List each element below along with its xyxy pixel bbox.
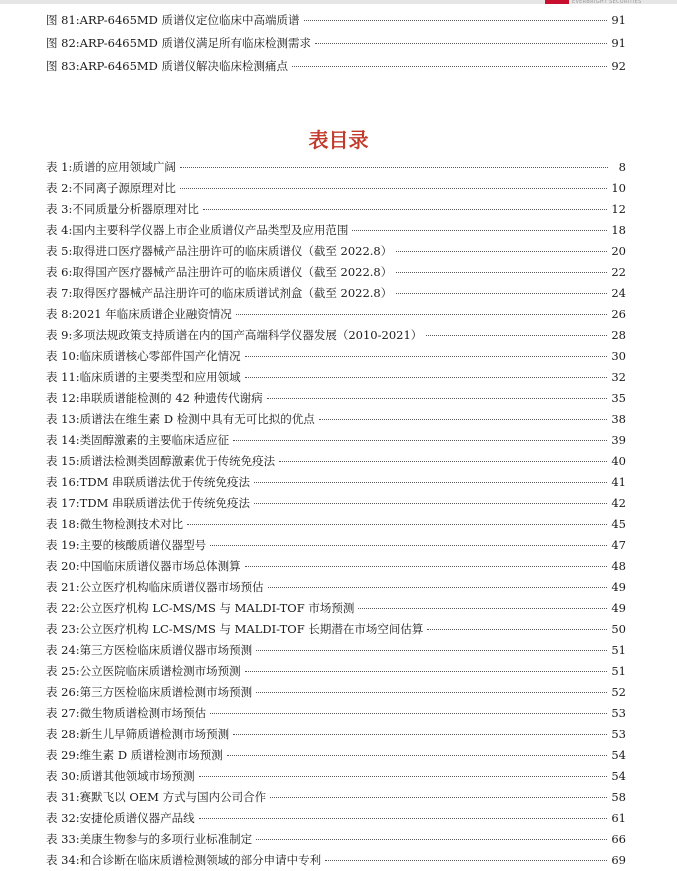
table-entry-label: 表 16: <box>46 475 80 489</box>
table-entry[interactable] <box>46 535 626 556</box>
table-entry-title[interactable]: 临床质谱核心零部件国产化情况 <box>79 349 241 363</box>
table-entry-page-number[interactable]: 51 <box>611 643 626 657</box>
table-entry-page-number[interactable]: 18 <box>611 223 626 237</box>
table-entry[interactable] <box>46 493 626 514</box>
table-entry-title[interactable]: 2021 年临床质谱企业融资情况 <box>72 307 232 321</box>
figure-entry-label: 图 82: <box>46 36 80 50</box>
figure-entry[interactable] <box>46 32 626 55</box>
table-entry-title[interactable]: 公立医疗机构临床质谱仪器市场预估 <box>79 580 264 594</box>
dot-leader <box>270 797 607 798</box>
dot-leader <box>245 377 608 378</box>
dot-leader <box>279 461 607 462</box>
dot-leader <box>199 818 608 819</box>
table-entry-label: 表 28: <box>46 727 80 741</box>
table-entry[interactable] <box>46 241 626 262</box>
table-entry-page-number[interactable]: 40 <box>611 454 626 468</box>
figure-entry-label: 图 81: <box>46 13 80 27</box>
table-entry-label: 表 4: <box>46 223 73 237</box>
table-entry-label: 表 18: <box>46 517 80 531</box>
table-entry-page-number[interactable]: 24 <box>611 286 626 300</box>
table-entry-title[interactable]: 串联质谱能检测的 42 种遗传代谢病 <box>79 391 263 405</box>
table-entry[interactable] <box>46 325 626 346</box>
table-entry-label: 表 17: <box>46 496 80 510</box>
table-entry-page-number[interactable]: 61 <box>611 811 626 825</box>
dot-leader <box>256 692 607 693</box>
figure-list <box>46 9 626 78</box>
table-entry[interactable] <box>46 430 626 451</box>
table-entry-title[interactable]: 质谱法在维生素 D 检测中具有无可比拟的优点 <box>79 412 315 426</box>
table-entry-title[interactable]: 公立医疗机构 LC-MS/MS 与 MALDI-TOF 市场预测 <box>79 601 355 615</box>
table-entry-page-number[interactable]: 30 <box>611 349 626 363</box>
table-entry-page-number[interactable]: 41 <box>611 475 626 489</box>
table-entry-title[interactable]: 主要的核酸质谱仪器型号 <box>79 538 207 552</box>
table-entry-page-number[interactable]: 26 <box>611 307 626 321</box>
table-entry-title[interactable]: 安捷伦质谱仪器产品线 <box>79 811 195 825</box>
table-entry-label: 表 22: <box>46 601 80 615</box>
table-entry[interactable] <box>46 346 626 367</box>
table-entry-title[interactable]: 多项法规政策支持质谱在内的国产高端科学仪器发展（2010-2021） <box>72 328 423 342</box>
table-entry-label: 表 10: <box>46 349 80 363</box>
table-entry-label: 表 7: <box>46 286 73 300</box>
table-entry[interactable] <box>46 472 626 493</box>
figure-entry[interactable] <box>46 55 626 78</box>
table-entry-label: 表 21: <box>46 580 80 594</box>
dot-leader <box>199 776 608 777</box>
table-entry-page-number[interactable]: 53 <box>611 706 626 720</box>
table-entry-label: 表 32: <box>46 811 80 825</box>
dot-leader <box>245 671 608 672</box>
table-entry-title[interactable]: 不同离子源原理对比 <box>72 181 176 195</box>
dot-leader <box>187 524 607 525</box>
figure-entry-page-number[interactable]: 92 <box>611 59 626 73</box>
table-entry-title[interactable]: 取得医疗器械产品注册许可的临床质谱试剂盒（截至 2022.8） <box>72 286 393 300</box>
figure-entry-title[interactable]: ARP-6465MD 质谱仪解决临床检测痛点 <box>79 59 289 73</box>
table-entry-page-number[interactable]: 45 <box>611 517 626 531</box>
table-entry-title[interactable]: 和合诊断在临床质谱检测领域的部分申请中专利 <box>79 853 322 867</box>
table-entry-title[interactable]: 临床质谱的主要类型和应用领域 <box>79 370 241 384</box>
dot-leader <box>325 860 607 861</box>
table-entry-title[interactable]: 公立医疗机构 LC-MS/MS 与 MALDI-TOF 长期潜在市场空间估算 <box>79 622 424 636</box>
table-entry-page-number[interactable]: 22 <box>611 265 626 279</box>
table-entry[interactable] <box>46 220 626 241</box>
dot-leader <box>358 608 607 609</box>
table-entry-title[interactable]: 质谱法检测类固醇激素优于传统免疫法 <box>79 454 276 468</box>
brand-text: EVERBRIGHT SECURITIES <box>572 0 642 5</box>
table-entry-label: 表 8: <box>46 307 73 321</box>
table-entry-label: 表 11: <box>46 370 80 384</box>
table-entry[interactable] <box>46 703 626 724</box>
dot-leader <box>254 503 607 504</box>
table-entry-label: 表 29: <box>46 748 80 762</box>
table-entry-label: 表 13: <box>46 412 80 426</box>
table-entry-page-number[interactable]: 32 <box>611 370 626 384</box>
table-entry-page-number[interactable]: 47 <box>611 538 626 552</box>
table-entry[interactable] <box>46 388 626 409</box>
table-entry-title[interactable]: 取得进口医疗器械产品注册许可的临床质谱仪（截至 2022.8） <box>72 244 393 258</box>
dot-leader <box>256 650 607 651</box>
table-entry-title[interactable]: 质谱其他领域市场预测 <box>79 769 195 783</box>
dot-leader <box>315 43 607 44</box>
table-entry-title[interactable]: 取得国产医疗器械产品注册许可的临床质谱仪（截至 2022.8） <box>72 265 393 279</box>
table-entry-page-number[interactable]: 49 <box>611 601 626 615</box>
table-entry-page-number[interactable]: 53 <box>611 727 626 741</box>
table-entry-page-number[interactable]: 66 <box>611 832 626 846</box>
dot-leader <box>236 314 608 315</box>
table-entry-label: 表 5: <box>46 244 73 258</box>
dot-leader <box>203 209 608 210</box>
table-entry[interactable] <box>46 640 626 661</box>
table-entry[interactable] <box>46 283 626 304</box>
dot-leader <box>396 293 607 294</box>
table-entry-page-number[interactable]: 52 <box>611 685 626 699</box>
figure-entry-title[interactable]: ARP-6465MD 质谱仪定位临床中高端质谱 <box>79 13 300 27</box>
table-entry-title[interactable]: 第三方医检临床质谱仪器市场预测 <box>79 643 253 657</box>
dot-leader <box>233 734 607 735</box>
table-entry-page-number[interactable]: 28 <box>611 328 626 342</box>
table-entry-title[interactable]: 微生物质谱检测市场预估 <box>79 706 207 720</box>
figure-entry-label: 图 83: <box>46 59 80 73</box>
table-entry[interactable] <box>46 157 626 178</box>
table-entry-label: 表 23: <box>46 622 80 636</box>
table-entry-page-number[interactable]: 42 <box>611 496 626 510</box>
table-entry[interactable] <box>46 199 626 220</box>
table-list <box>46 157 626 871</box>
dot-leader <box>396 272 607 273</box>
table-entry-title[interactable]: 第三方医检临床质谱检测市场预测 <box>79 685 253 699</box>
table-entry-page-number[interactable]: 35 <box>611 391 626 405</box>
table-entry[interactable] <box>46 682 626 703</box>
dot-leader <box>233 440 607 441</box>
table-entry-label: 表 3: <box>46 202 73 216</box>
dot-leader <box>352 230 607 231</box>
dot-leader <box>210 545 607 546</box>
table-entry-title[interactable]: 中国临床质谱仪器市场总体测算 <box>79 559 241 573</box>
table-entry-page-number[interactable]: 49 <box>611 580 626 594</box>
table-entry[interactable] <box>46 178 626 199</box>
table-entry-label: 表 12: <box>46 391 80 405</box>
table-entry-title[interactable]: 不同质量分析器原理对比 <box>72 202 199 216</box>
table-entry-title[interactable]: TDM 串联质谱法优于传统免疫法 <box>79 496 250 510</box>
table-entry[interactable] <box>46 577 626 598</box>
table-entry-label: 表 26: <box>46 685 80 699</box>
table-entry[interactable] <box>46 409 626 430</box>
table-entry[interactable] <box>46 829 626 850</box>
table-entry-label: 表 1: <box>46 160 73 174</box>
dot-leader <box>268 587 608 588</box>
table-entry-title[interactable]: 国内主要科学仪器上市企业质谱仪产品类型及应用范围 <box>72 223 349 237</box>
table-entry-page-number[interactable]: 38 <box>611 412 626 426</box>
dot-leader <box>304 20 608 21</box>
table-entry-label: 表 19: <box>46 538 80 552</box>
table-entry-label: 表 20: <box>46 559 80 573</box>
brand-logo-icon <box>545 0 569 4</box>
table-entry[interactable] <box>46 766 626 787</box>
table-entry-title[interactable]: 赛默飞以 OEM 方式与国内公司合作 <box>79 790 267 804</box>
table-entry-title[interactable]: 类固醇激素的主要临床适应征 <box>79 433 230 447</box>
figure-entry-page-number[interactable]: 91 <box>611 36 626 50</box>
table-entry[interactable] <box>46 514 626 535</box>
table-entry-page-number[interactable]: 20 <box>611 244 626 258</box>
table-entry-label: 表 27: <box>46 706 80 720</box>
table-entry[interactable] <box>46 661 626 682</box>
table-entry-title[interactable]: 质谱的应用领域广阔 <box>72 160 176 174</box>
dot-leader <box>292 66 607 67</box>
table-entry[interactable] <box>46 304 626 325</box>
table-entry-title[interactable]: 美康生物参与的多项行业标准制定 <box>79 832 253 846</box>
table-entry-label: 表 30: <box>46 769 80 783</box>
table-entry-page-number[interactable]: 54 <box>611 769 626 783</box>
table-entry-title[interactable]: 新生儿早筛质谱检测市场预测 <box>79 727 230 741</box>
table-entry-page-number[interactable]: 58 <box>611 790 626 804</box>
table-entry-label: 表 6: <box>46 265 73 279</box>
table-entry-label: 表 31: <box>46 790 80 804</box>
dot-leader <box>245 566 608 567</box>
dot-leader <box>254 482 607 483</box>
table-list-heading: 表目录 <box>308 128 369 152</box>
table-entry-page-number[interactable]: 10 <box>611 181 626 195</box>
table-entry[interactable] <box>46 598 626 619</box>
dot-leader <box>267 398 608 399</box>
table-entry-label: 表 25: <box>46 664 80 678</box>
table-entry-page-number[interactable]: 12 <box>611 202 626 216</box>
table-entry[interactable] <box>46 367 626 388</box>
table-entry-page-number[interactable]: 69 <box>611 853 626 867</box>
table-entry-page-number[interactable]: 54 <box>611 748 626 762</box>
table-entry-label: 表 9: <box>46 328 73 342</box>
dot-leader <box>245 356 608 357</box>
table-entry[interactable] <box>46 787 626 808</box>
dot-leader <box>227 755 608 756</box>
table-entry-title[interactable]: TDM 串联质谱法优于传统免疫法 <box>79 475 250 489</box>
table-entry-page-number[interactable]: 50 <box>611 622 626 636</box>
table-entry[interactable] <box>46 556 626 577</box>
table-entry-page-number[interactable]: 51 <box>611 664 626 678</box>
table-entry[interactable] <box>46 808 626 829</box>
table-entry-label: 表 15: <box>46 454 80 468</box>
table-entry[interactable] <box>46 745 626 766</box>
dot-leader <box>180 188 608 189</box>
dot-leader <box>396 251 607 252</box>
table-entry-title[interactable]: 维生素 D 质谱检测市场预测 <box>79 748 223 762</box>
dot-leader <box>210 713 607 714</box>
table-entry[interactable] <box>46 724 626 745</box>
dot-leader <box>427 629 607 630</box>
table-entry-page-number[interactable]: 8 <box>618 160 626 174</box>
table-entry-title[interactable]: 微生物检测技术对比 <box>79 517 184 531</box>
table-entry[interactable] <box>46 262 626 283</box>
table-entry-label: 表 14: <box>46 433 80 447</box>
dot-leader <box>319 419 608 420</box>
table-entry-label: 表 34: <box>46 853 80 867</box>
figure-entry-page-number[interactable]: 91 <box>611 13 626 27</box>
dot-leader <box>180 167 608 168</box>
table-entry[interactable] <box>46 451 626 472</box>
table-entry[interactable] <box>46 619 626 640</box>
figure-entry[interactable] <box>46 9 626 32</box>
dot-leader <box>256 839 607 840</box>
table-entry-page-number[interactable]: 48 <box>611 559 626 573</box>
table-entry-label: 表 2: <box>46 181 73 195</box>
table-entry-label: 表 33: <box>46 832 80 846</box>
figure-entry-title[interactable]: ARP-6465MD 质谱仪满足所有临床检测需求 <box>79 36 312 50</box>
table-entry-label: 表 24: <box>46 643 80 657</box>
table-entry-page-number[interactable]: 39 <box>611 433 626 447</box>
table-entry-title[interactable]: 公立医院临床质谱检测市场预测 <box>79 664 241 678</box>
dot-leader <box>426 335 607 336</box>
